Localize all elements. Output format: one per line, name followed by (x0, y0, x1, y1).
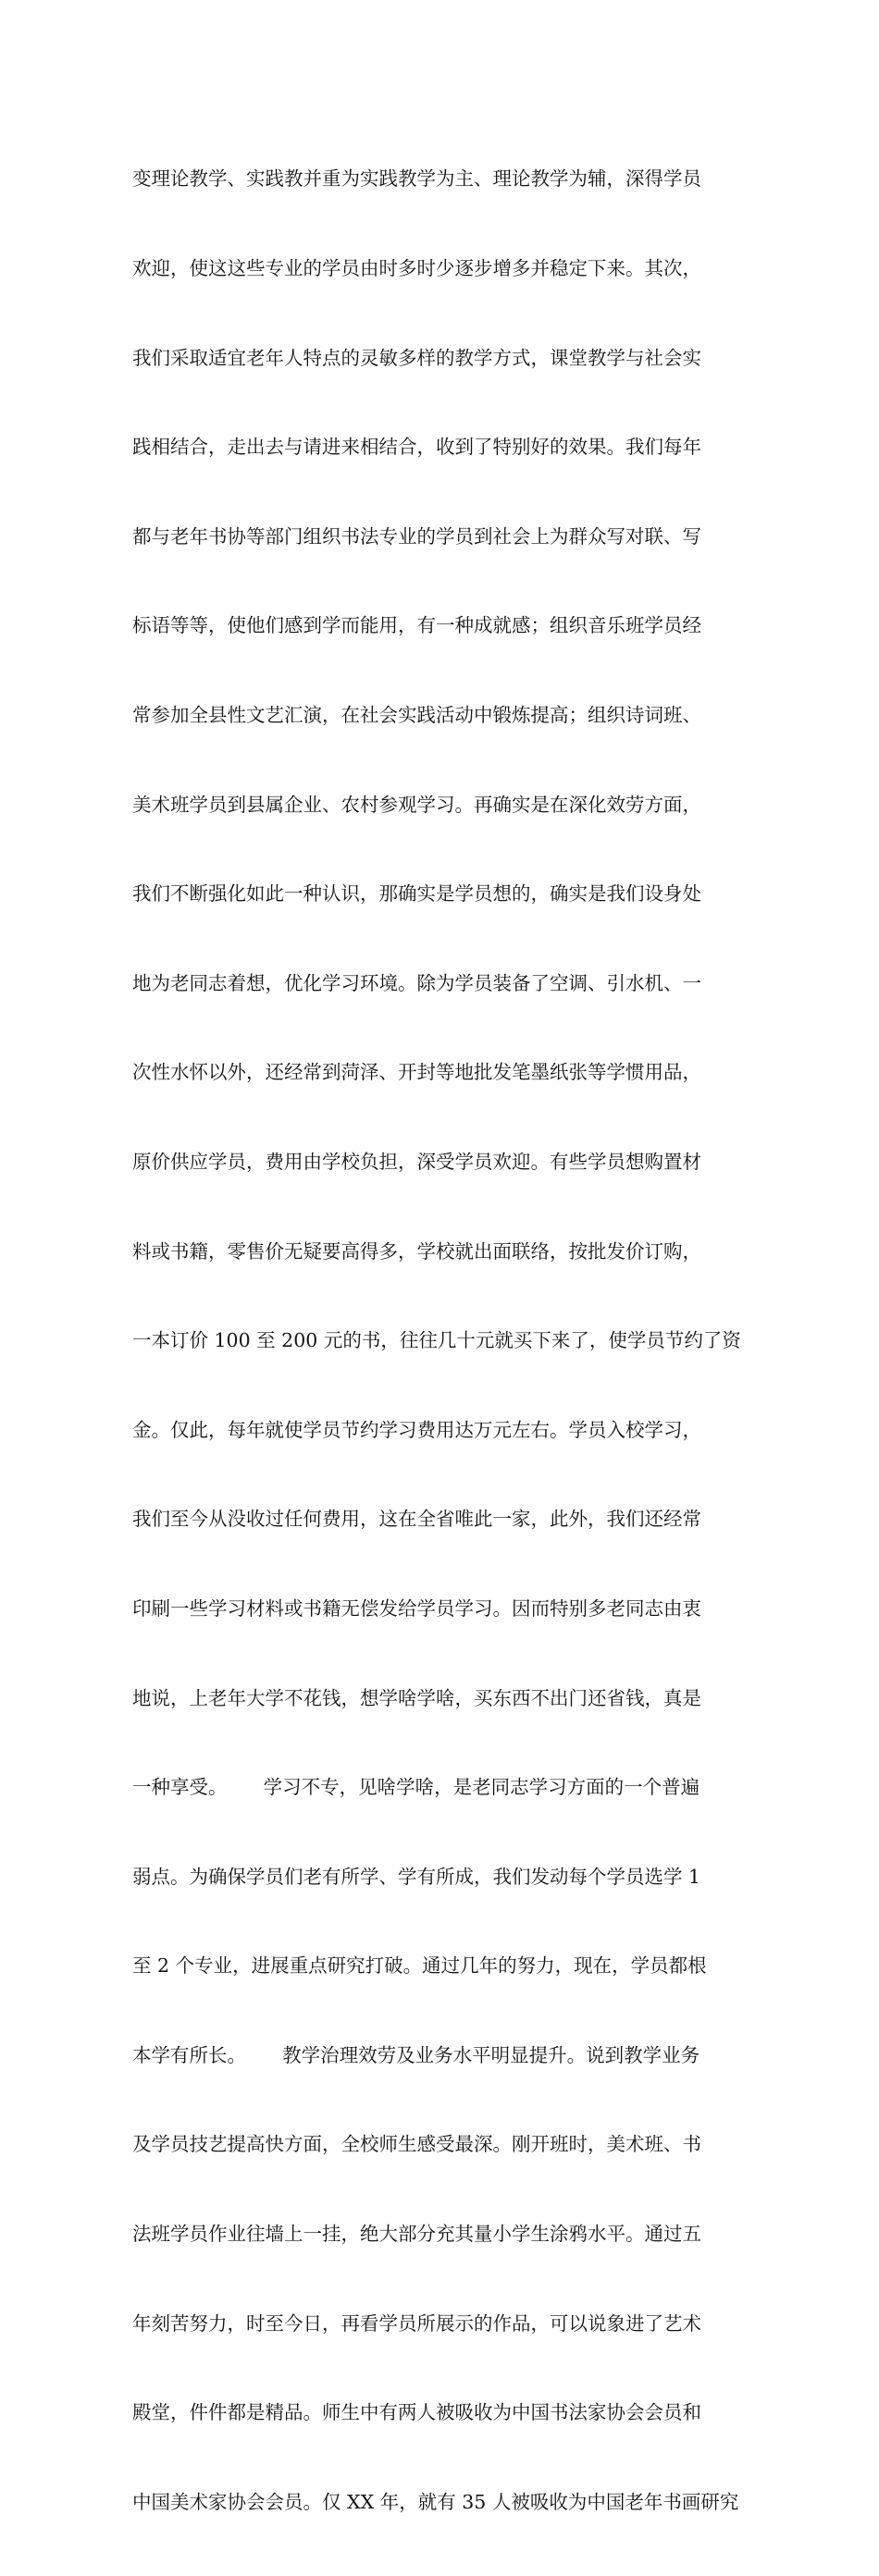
text-line: 地说，上老年大学不花钱，想学啥学啥，买东西不出门还省钱，真是 (132, 1686, 701, 1709)
body-text (132, 105, 752, 2576)
text-line: 法班学员作业往墙上一挂，绝大部分充其量小学生涂鸦水平。通过五 (132, 2223, 701, 2246)
text-line: 变理论教学、实践教并重为实践教学为主、理论教学为辅，深得学员 (132, 167, 701, 191)
text-line: 践相结合，走出去与请进来相结合，收到了特别好的效果。我们每年 (132, 436, 701, 459)
text-line: 至 2 个专业，进展重点研究打破。通过几年的努力，现在，学员都根 (132, 1954, 707, 1978)
text-line: 我们至今从没收过任何费用，这在全省唯此一家，此外，我们还经常 (132, 1508, 701, 1531)
text-line: 殿堂，件件都是精品。师生中有两人被吸收为中国书法家协会会员和 (132, 2401, 701, 2424)
text-line: 及学员技艺提高快方面，全校师生感受最深。刚开班时，美术班、书 (132, 2133, 701, 2156)
text-line: 弱点。为确保学员们老有所学、学有所成，我们发动每个学员选学 1 (132, 1865, 701, 1888)
text-line: 中国美术家协会会员。仅 XX 年，就有 35 人被吸收为中国老年书画研究 (132, 2490, 739, 2513)
text-line: 我们不断强化如此一种认识，那确实是学员想的，确实是我们设身处 (132, 882, 701, 906)
text-line: 地为老同志着想，优化学习环境。除为学员装备了空调、引水机、一 (132, 971, 701, 994)
text-line: 原价供应学员，费用由学校负担，深受学员欢迎。有些学员想购置材 (132, 1150, 701, 1173)
text-line: 次性水怀以外，还经常到菏泽、开封等地批发笔墨纸张等学惯用品， (132, 1061, 701, 1084)
text-line: 料或书籍，零售价无疑要高得多，学校就出面联络，按批发价订购， (132, 1239, 701, 1263)
text-line: 常参加全县性文艺汇演，在社会实践活动中锻炼提高；组织诗词班、 (132, 703, 701, 726)
text-line: 欢迎，使这这些专业的学员由时多时少逐步增多并稳定下来。其次， (132, 257, 701, 279)
text-line: 一种享受。 学习不专，见啥学啥，是老同志学习方面的一个普遍 (132, 1776, 700, 1799)
text-line: 印刷一些学习材料或书籍无偿发给学员学习。因而特别多老同志由衷 (132, 1596, 701, 1620)
text-line: 本学有所长。 教学治理效劳及业务水平明显提升。说到教学业务 (132, 2043, 700, 2066)
text-line: 都与老年书协等部门组织书法专业的学员到社会上为群众写对联、写 (132, 524, 701, 548)
text-line: 年刻苦努力，时至今日，再看学员所展示的作品，可以说象进了艺术 (132, 2311, 701, 2335)
text-line: 一本订价 100 至 200 元的书，往往几十元就买下来了，使学员节约了资 (132, 1329, 741, 1352)
text-line: 我们采取适宜老年人特点的灵敏多样的教学方式，课堂教学与社会实 (132, 346, 701, 369)
text-line: 美术班学员到县属企业、农村参观学习。再确实是在深化效劳方面， (132, 793, 701, 816)
text-line: 标语等等，使他们感到学而能用，有一种成就感；组织音乐班学员经 (132, 614, 701, 637)
text-line: 金。仅此，每年就使学员节约学习费用达万元左右。学员入校学习， (132, 1418, 701, 1441)
